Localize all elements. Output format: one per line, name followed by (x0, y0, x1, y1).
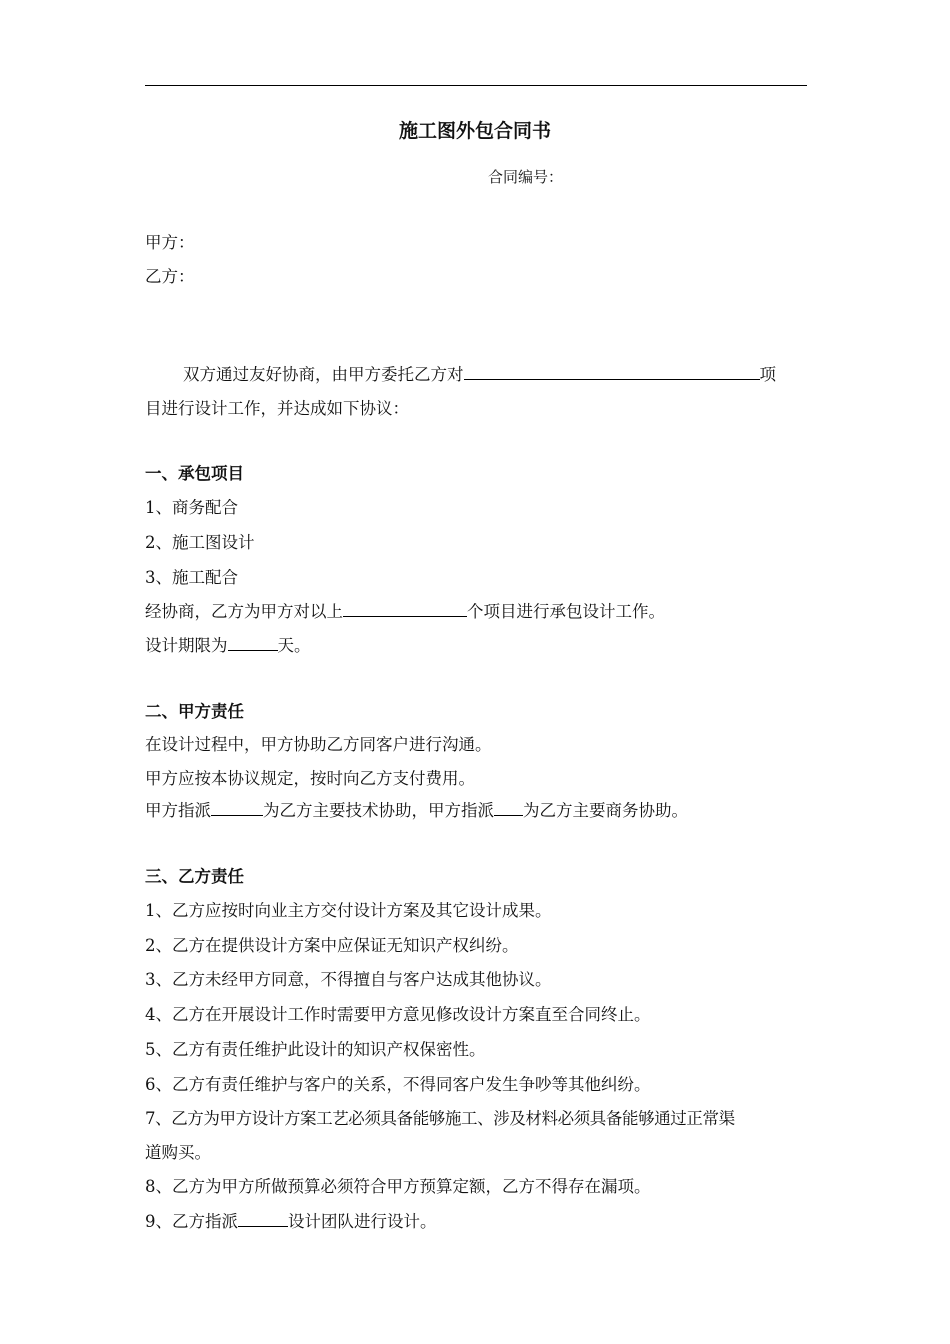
agreement-suffix: 个项目进行承包设计工作。 (467, 602, 665, 621)
period-days-blank[interactable] (228, 632, 278, 651)
section2-line: 甲方应按本协议规定，按时向乙方支付费用。 (145, 769, 475, 788)
section3-item7-line2: 道购买。 (145, 1143, 211, 1162)
section3-item7-line1: 7、乙方为甲方设计方案工艺必须具备能够施工、涉及材料必须具备能够通过正常渠 (145, 1109, 735, 1128)
party-a-label: 甲方： (145, 233, 195, 252)
project-name-blank[interactable] (464, 361, 760, 380)
intro-paragraph-line1 (183, 361, 776, 385)
period-text: 设计期限为 (145, 636, 228, 655)
section3-item: 8、乙方为甲方所做预算必须符合甲方预算定额，乙方不得存在漏项。 (145, 1177, 651, 1196)
section1-item: 3、施工配合 (145, 568, 238, 587)
section3-item: 6、乙方有责任维护与客户的关系，不得同客户发生争吵等其他纠纷。 (145, 1075, 651, 1094)
assignment-text-a: 甲方指派 (145, 801, 211, 820)
period-suffix: 天。 (277, 636, 311, 655)
item9-suffix: 设计团队进行设计。 (288, 1212, 437, 1231)
intro-suffix: 项 (759, 365, 776, 384)
project-count-blank[interactable] (343, 598, 467, 617)
section1-item: 1、商务配合 (145, 498, 238, 517)
section2-line: 在设计过程中，甲方协助乙方同客户进行沟通。 (145, 735, 492, 754)
party-b-label: 乙方： (145, 267, 195, 286)
agreement-text: 经协商，乙方为甲方对以上 (145, 602, 343, 621)
section3-item9 (145, 1208, 437, 1232)
section3-item: 5、乙方有责任维护此设计的知识产权保密性。 (145, 1040, 486, 1059)
section2-assignment (145, 797, 688, 821)
section3-item: 2、乙方在提供设计方案中应保证无知识产权纠纷。 (145, 936, 519, 955)
document-title: 施工图外包合同书 (398, 120, 551, 142)
item9-text: 9、乙方指派 (145, 1212, 238, 1231)
section3-heading: 三、乙方责任 (145, 867, 244, 886)
section1-heading: 一、承包项目 (145, 464, 244, 483)
section3-item: 4、乙方在开展设计工作时需要甲方意见修改设计方案直至合同终止。 (145, 1005, 651, 1024)
section1-period (145, 632, 311, 656)
section1-agreement (145, 598, 665, 622)
section3-item: 3、乙方未经甲方同意，不得擅自与客户达成其他协议。 (145, 970, 552, 989)
tech-assistant-blank[interactable] (211, 797, 263, 816)
section2-heading: 二、甲方责任 (145, 702, 244, 721)
assignment-text-c: 为乙方主要商务协助。 (523, 801, 688, 820)
header-rule (145, 85, 807, 86)
assignment-text-b: 为乙方主要技术协助，甲方指派 (263, 801, 494, 820)
section3-item: 1、乙方应按时向业主方交付设计方案及其它设计成果。 (145, 901, 552, 920)
intro-text: 双方通过友好协商，由甲方委托乙方对 (183, 365, 464, 384)
design-team-blank[interactable] (238, 1208, 288, 1227)
intro-paragraph-line2: 目进行设计工作，并达成如下协议： (145, 399, 409, 418)
section1-item: 2、施工图设计 (145, 533, 255, 552)
contract-number-label: 合同编号： (488, 168, 564, 186)
business-assistant-blank[interactable] (494, 797, 523, 816)
